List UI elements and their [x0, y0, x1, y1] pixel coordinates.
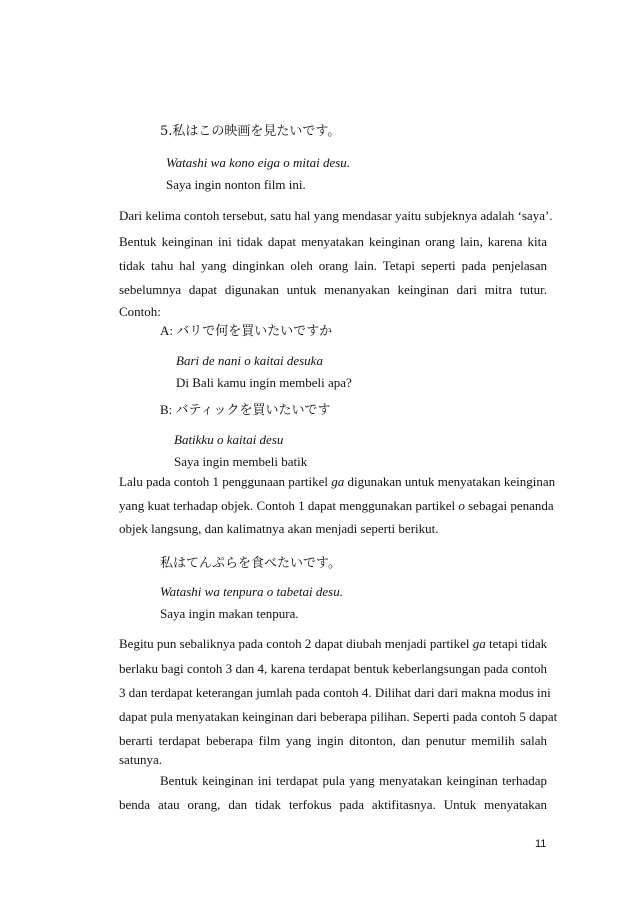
example-5-translation: Saya ingin nonton film ini. [166, 177, 306, 192]
example-tenpura-translation: Saya ingin makan tenpura. [160, 606, 299, 621]
paragraph-3-line-3: 3 dan terdapat keterangan jumlah pada contoh 4. Dilihat dari dari makna modus ini [119, 685, 551, 700]
dialog-b-japanese: バティックを買いたいです [175, 403, 331, 418]
dialog-a-japanese: バリで何を買いたいですか [176, 324, 333, 339]
paragraph-3-line-6: satunya. [119, 752, 162, 767]
dialog-a-line [160, 323, 332, 340]
dialog-b-label: B: [160, 402, 176, 417]
dialog-a-romaji: Bari de nani o kaitai desuka [176, 353, 323, 368]
paragraph-1-line-4: sebelumnya dapat digunakan untuk menanyakan keinginan dari mitra tutur. [119, 282, 547, 297]
paragraph-3-line-1 [119, 636, 547, 652]
paragraph-3-line-4: dapat pula menyatakan keinginan dari beberapa pilihan. Seperti pada contoh 5 dapat [119, 709, 558, 724]
p2l2-text-before: yang kuat terhadap objek. Contoh 1 dapat menggunakan partikel [119, 498, 459, 513]
particle-ga: ga [472, 636, 486, 651]
dialog-b-line [160, 402, 331, 419]
particle-o: o [458, 498, 465, 513]
paragraph-4-line-1: Bentuk keinginan ini terdapat pula yang menyatakan keinginan terhadap [160, 773, 547, 788]
paragraph-1-line-2: Bentuk keinginan ini tidak dapat menyatakan keinginan orang lain, karena kita [119, 234, 547, 249]
dialog-b-translation: Saya ingin membeli batik [174, 454, 308, 469]
p3l1-text-after: tetapi tidak [485, 636, 548, 651]
paragraph-1-line-1: Dari kelima contoh tersebut, satu hal yang mendasar yaitu subjeknya adalah ‘saya’. [119, 208, 553, 223]
page-number: 11 [535, 838, 547, 850]
paragraph-2-line-3: objek langsung, dan kalimatnya akan menjadi seperti berikut. [119, 521, 439, 536]
paragraph-2-line-1 [119, 474, 556, 490]
contoh-label: Contoh: [119, 304, 161, 319]
example-5-japanese: 5.私はこの映画を見たいです。 [160, 124, 341, 139]
dialog-a-label: A: [160, 323, 177, 338]
dialog-b-romaji: Batikku o kaitai desu [174, 432, 284, 447]
particle-ga: ga [331, 474, 345, 489]
p2l1-text-before: Lalu pada contoh 1 penggunaan partikel [119, 474, 332, 489]
example-tenpura-romaji: Watashi wa tenpura o tabetai desu. [160, 584, 343, 599]
dialog-a-translation: Di Bali kamu ingin membeli apa? [176, 375, 352, 390]
paragraph-3-line-2: berlaku bagi contoh 3 dan 4, karena terdapat bentuk keberlangsungan pada contoh [119, 661, 547, 676]
example-5-romaji: Watashi wa kono eiga o mitai desu. [166, 155, 351, 170]
paragraph-2-line-2 [119, 498, 554, 514]
p3l1-text-before: Begitu pun sebaliknya pada contoh 2 dapat diubah menjadi partikel [119, 636, 473, 651]
paragraph-1-line-3: tidak tahu hal yang dinginkan oleh orang lain. Tetapi seperti pada penjelasan [119, 258, 547, 273]
paragraph-4-line-2: benda atau orang, dan tidak terfokus pada aktifitasnya. Untuk menyatakan [119, 797, 547, 812]
example-tenpura-japanese: 私はてんぷらを食べたいです。 [160, 556, 341, 571]
paragraph-3-line-5: berarti terdapat beberapa film yang ingin ditonton, dan penutur memilih salah [119, 733, 547, 748]
p2l1-text-after: digunakan untuk menyatakan keinginan [344, 474, 556, 489]
p2l2-text-after: sebagai penanda [464, 498, 554, 513]
